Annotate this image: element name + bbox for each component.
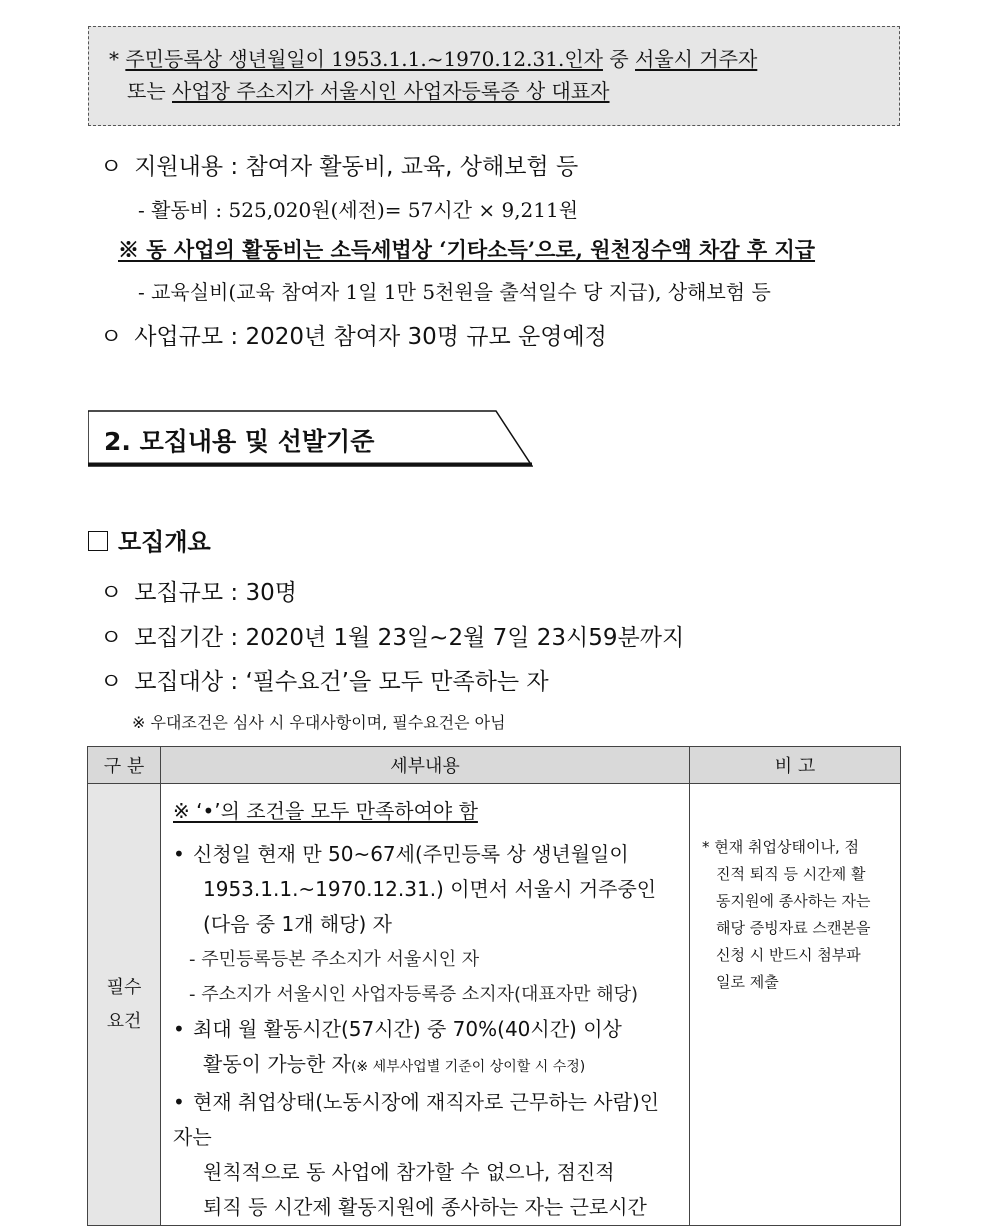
remark-line-2: 진적 퇴직 등 시간제 활: [716, 865, 866, 883]
hours-line-2-wrap: [173, 1047, 681, 1085]
hours-note: (※ 세부사업별 기준이 상이할 시 수정): [350, 1059, 586, 1075]
hours-line-2: 활동이 가능한 자: [203, 1052, 351, 1076]
residence-option-2: - 주소지가 서울시인 사업자등록증 소지자(대표자만 해당): [189, 984, 639, 1005]
circle-bullet-icon: ㅇ: [100, 324, 123, 350]
table-row: [88, 784, 901, 1226]
details-cell: [161, 784, 690, 1226]
support-content-title: 지원내용 : 참여자 활동비, 교육, 상해보험 등: [134, 154, 579, 180]
residence-option-1: - 주민등록등본 주소지가 서울시인 자: [189, 949, 480, 970]
bullet-dot-icon: •: [173, 1090, 185, 1114]
support-content-item: [100, 148, 578, 181]
activity-fee-line: - 활동비 : 525,020원(세전)= 57시간 × 9,211원: [138, 198, 579, 222]
bullet-dot-icon: •: [173, 1017, 185, 1041]
section-2-header: [88, 410, 533, 468]
row-label-line-2: 요건: [106, 1010, 142, 1032]
bullet-dot-icon: •: [173, 842, 185, 866]
recruit-target-text: 모집대상 : ‘필수요건’을 모두 만족하는 자: [134, 669, 549, 695]
employment-line-2: 원칙적으로 동 사업에 참가할 수 없으나, 점진적: [203, 1160, 615, 1184]
remark-line-4: 해당 증빙자료 스캔본을: [716, 919, 871, 937]
remark-line-1: * 현재 취업상태이나, 점: [702, 838, 859, 856]
table-header-row: [88, 747, 901, 784]
bullet-employment-status: [173, 1085, 681, 1155]
circle-bullet-icon: ㅇ: [100, 669, 123, 695]
header-remarks: 비 고: [690, 747, 901, 784]
remark-line-6: 일로 제출: [716, 973, 779, 991]
remark-line-5: 신청 시 반드시 첨부파: [716, 946, 861, 964]
section-2-title: 2. 모집내용 및 선발기준: [104, 427, 375, 456]
row-label-required: [88, 784, 161, 1226]
notice-business-owner: 사업장 주소지가 서울시인 사업자등록증 상 대표자: [172, 79, 610, 103]
employment-line-3: 퇴직 등 시간제 활동지원에 종사하는 자는 근로시간: [203, 1195, 647, 1219]
tax-note: ※ 동 사업의 활동비는 소득세법상 ‘기타소득’으로, 원천징수액 차감 후 지급: [118, 237, 816, 262]
age-line-1: 신청일 현재 만 50~67세(주민등록 상 생년월일이: [193, 842, 629, 866]
overview-heading-text: 모집개요: [118, 528, 211, 556]
bullet-age-condition: [173, 837, 681, 872]
circle-bullet-icon: ㅇ: [100, 580, 123, 606]
checkbox-square-icon: [88, 531, 108, 551]
notice-line-2: [109, 75, 899, 107]
target-note: ※ 우대조건은 심사 시 우대사항이며, 필수요건은 아님: [132, 713, 506, 732]
notice-conjunction: 중: [602, 47, 636, 71]
employment-line-1: 현재 취업상태(노동시장에 재직자로 근무하는 사람)인 자는: [173, 1090, 660, 1149]
age-line-2: 1953.1.1.~1970.12.31.) 이면서 서울시 거주중인: [203, 877, 657, 901]
notice-or: 또는: [127, 79, 172, 103]
hours-line-1: 최대 월 활동시간(57시간) 중 70%(40시간) 이상: [193, 1017, 622, 1041]
condition-all-note: ※ ‘•’의 조건을 모두 만족하여야 함: [173, 799, 478, 823]
recruit-period-text: 모집기간 : 2020년 1월 23일~2월 7일 23시59분까지: [134, 625, 685, 651]
recruit-period-item: [100, 619, 684, 652]
recruit-target-item: [100, 663, 549, 696]
notice-seoul-resident: 서울시 거주자: [635, 47, 758, 71]
circle-bullet-icon: ㅇ: [100, 625, 123, 651]
remark-line-3: 동지원에 종사하는 자는: [716, 892, 871, 910]
education-fee-line: - 교육실비(교육 참여자 1일 1만 5천원을 출석일수 당 지급), 상해보험 등: [138, 280, 771, 304]
eligibility-notice-box: [88, 26, 900, 126]
header-details: 세부내용: [161, 747, 690, 784]
notice-birthdate-condition: 주민등록상 생년월일이 1953.1.1.~1970.12.31.인자: [125, 47, 603, 71]
overview-heading: [88, 522, 211, 557]
business-scale-item: [100, 318, 607, 351]
notice-line-1: [109, 43, 899, 75]
remarks-cell: [690, 784, 901, 1226]
header-category: 구 분: [88, 747, 161, 784]
notice-star: *: [109, 47, 119, 71]
circle-bullet-icon: ㅇ: [100, 154, 123, 180]
requirements-table: [87, 746, 901, 1226]
business-scale-text: 사업규모 : 2020년 참여자 30명 규모 운영예정: [134, 324, 607, 350]
bullet-activity-hours: [173, 1012, 681, 1047]
row-label-line-1: 필수: [106, 976, 142, 998]
recruit-size-text: 모집규모 : 30명: [134, 580, 297, 606]
age-line-3: (다음 중 1개 해당) 자: [203, 912, 392, 936]
recruit-size-item: [100, 574, 297, 607]
